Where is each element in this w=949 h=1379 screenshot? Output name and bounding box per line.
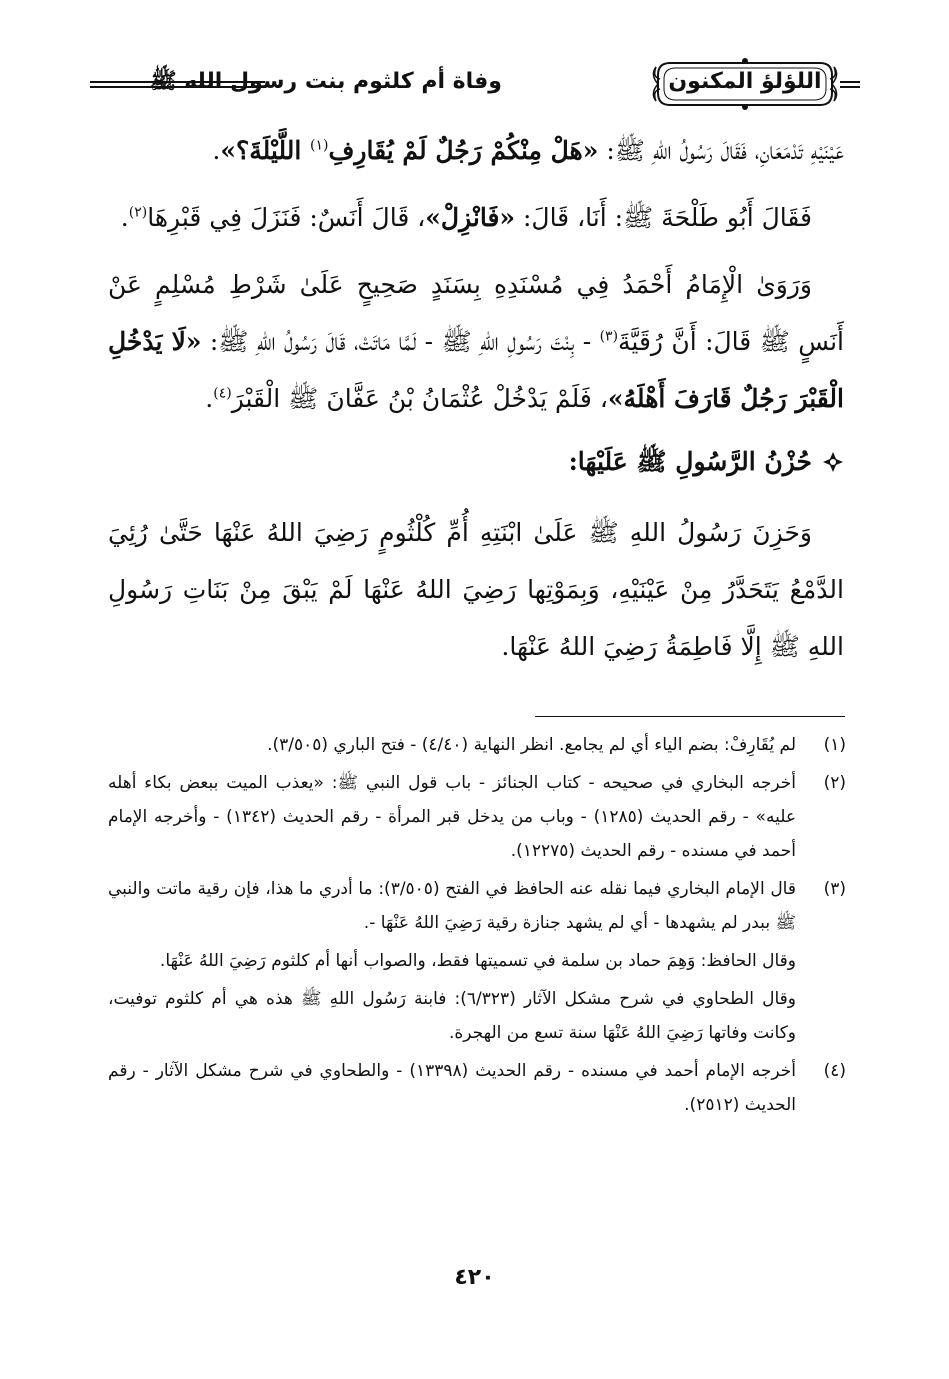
header-rule-right bbox=[840, 81, 860, 88]
footnote-2: (٢) أخرجه البخاري في صحيحه - كتاب الجنائز - باب قول النبي ﷺ: «يعذب الميت ببعض بكاء أهله عليه» - رقم الحديث (١٢٨٥) - وباب من يدخل قبر المرأة - رقم الحديث (١٣٤٢) - وأخرجه الإمام أحمد في مسنده - رقم الحديث (١٢٢٧٥). bbox=[108, 773, 846, 861]
paragraph-3: وَرَوَىٰ الْإِمَامُ أَحْمَدُ فِي مُسْنَدِهِ بِسَنَدٍ صَحِيحٍ عَلَىٰ شَرْطِ مُسْلِمٍ عَنْ أَنَسٍ ﷺ قَالَ: أَنَّ رُقَيَّةَ$^{(٣)}$ - بِنْتَ رَسُولِ اللهِ ﷺ - لَمَّا مَاتَتْ، قَالَ رَسُولُ اللهِ ﷺ: «لَا يَدْخُلِ الْقَبْرَ رَجُلٌ قَارَفَ أَهْلَهُ»، فَلَمْ يَدْخُلْ عُثْمَانُ بْنُ عَفَّانَ ﷺ الْقَبْرَ$^{(٤)}$. bbox=[108, 270, 844, 413]
book-title: اللؤلؤ المكنون bbox=[668, 69, 822, 94]
footnote-separator bbox=[535, 716, 845, 717]
footnote-3-continuation-1: وقال الحافظ: وَهِمَ حماد بن سلمة في تسميتها فقط، والصواب أنها أم كلثوم رَضِيَ اللهُ عَنْهَا. bbox=[159, 951, 796, 971]
paragraph-1: عَيْنَيْهِ تَدْمَعَانِ، فَقَالَ رَسُولُ اللهِ ﷺ: «هَلْ مِنْكُمْ رَجُلٌ لَمْ يُقَارِفِ$^{(١)}$ اللَّيْلَةَ؟». bbox=[212, 136, 844, 165]
section-heading: حُزْنُ الرَّسُولِ ﷺ عَلَيْهَا: bbox=[108, 433, 844, 490]
page-number: ٤٢٠ bbox=[454, 1265, 495, 1290]
book-title-cartouche bbox=[650, 55, 840, 113]
chapter-title: وفاة أم كلثوم بنت رسول الله ﷺ bbox=[149, 69, 502, 94]
flower-ornament-icon bbox=[822, 451, 844, 473]
footnote-3: (٣) قال الإمام البخاري فيما نقله عنه الحافظ في الفتح (٣/٥٠٥): ما أدري ما هذا، فإن رقية ماتت والنبي ﷺ ببدر لم يشهدها - أي لم يشهد جنازة رقية رَضِيَ اللهُ عَنْهَا -. bbox=[108, 879, 846, 933]
footnotes bbox=[108, 728, 846, 1126]
footnote-1: (١) لم يُقَارِفْ: بضم الياء أي لم يجامع. انظر النهاية (٤/٤٠) - فتح الباري (٣/٥٠٥). bbox=[267, 735, 846, 755]
footnote-ref[interactable]: (٤) bbox=[213, 385, 232, 402]
paragraph-2: فَقَالَ أَبُو طَلْحَةَ ﷺ: أَنَا، قَالَ: «فَانْزِلْ»، قَالَ أَنَسٌ: فَنَزَلَ فِي قَبْرِهَا$^{(٢)}$. bbox=[120, 203, 812, 232]
paragraph-4: وَحَزِنَ رَسُولُ اللهِ ﷺ عَلَىٰ ابْنَتِهِ أُمِّ كُلْثُومٍ رَضِيَ اللهُ عَنْهَا حَتَّىٰ رُئِيَ الدَّمْعُ يَتَحَدَّرُ مِنْ عَيْنَيْهِ، وَبِمَوْتِها رَضِيَ اللهُ عَنْهَا لَمْ يَبْقَ مِنْ بَنَاتِ رَسُولِ اللهِ ﷺ إِلَّا فَاطِمَةُ رَضِيَ اللهُ عَنْهَا. bbox=[108, 518, 844, 661]
footnote-ref[interactable]: (٣) bbox=[599, 328, 619, 345]
footnote-3-continuation-2: وقال الطحاوي في شرح مشكل الآثار (٦/٣٢٣): فابنة رَسُول اللهِ ﷺ هذه هي أم كلثوم توفيت، وكانت وفاتها رَضِيَ اللهُ عَنْهَا سنة تسع من الهجرة. bbox=[108, 989, 796, 1043]
footnote-ref[interactable]: (١) bbox=[310, 137, 329, 154]
footnote-ref[interactable]: (٢) bbox=[128, 204, 148, 221]
running-header bbox=[90, 55, 860, 117]
footnote-4: (٤) أخرجه الإمام أحمد في مسنده - رقم الحديث (١٣٣٩٨) - والطحاوي في شرح مشكل الآثار - رقم الحديث (٢٥١٢). bbox=[108, 1061, 846, 1115]
main-text bbox=[108, 122, 844, 675]
